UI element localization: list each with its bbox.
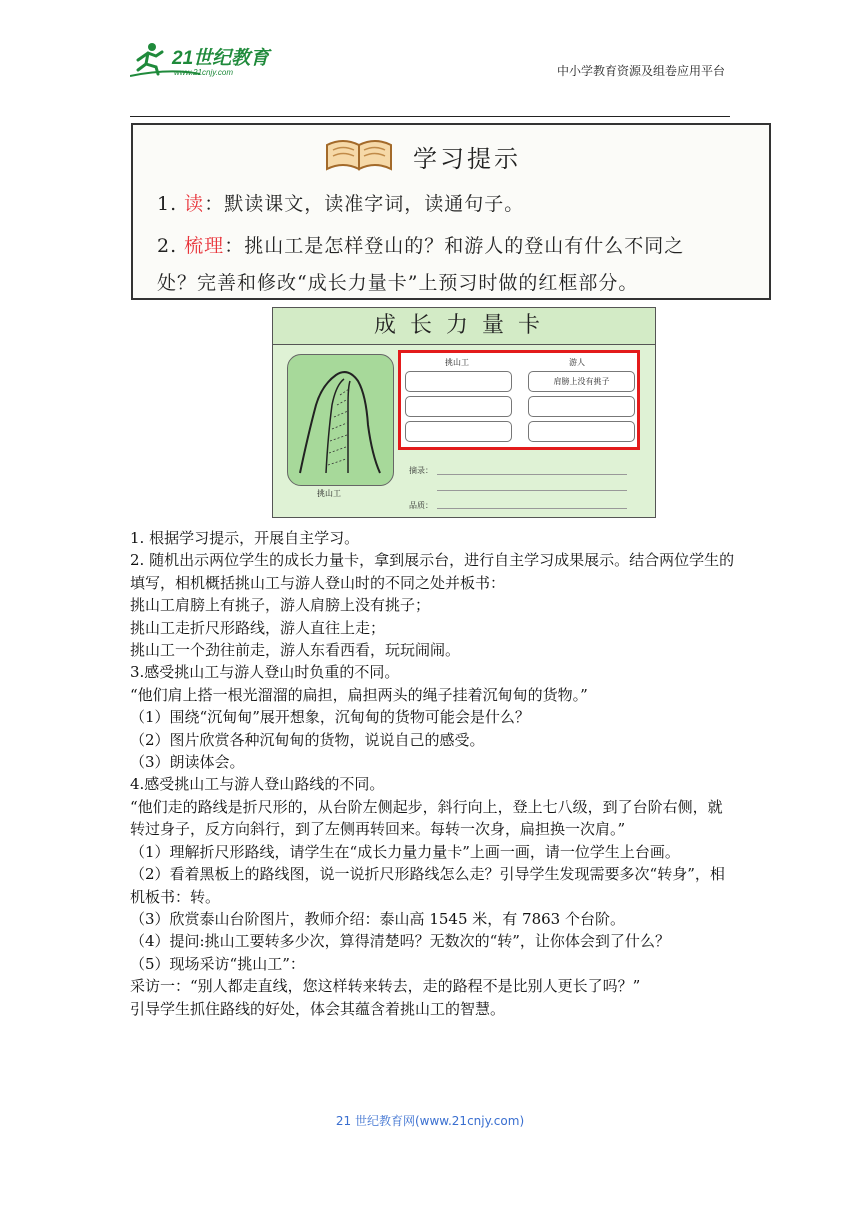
col-head-porter: 挑山工: [445, 358, 469, 367]
growth-power-card: [272, 307, 656, 518]
porter-slot-1[interactable]: [405, 371, 512, 392]
tips-keyword-read: 读: [184, 193, 205, 215]
paragraph: （3）欣赏泰山台阶图片，教师介绍：泰山高 1545 米，有 7863 个台阶。: [130, 909, 625, 928]
paragraph: 采访一：“别人都走直线，您这样转来转去，走的路程不是比别人更长了吗？”: [130, 977, 641, 996]
paragraph: 3.感受挑山工与游人登山时负重的不同。: [130, 663, 400, 682]
paragraph: （2）看着黑板上的路线图，说一说折尺形路线怎么走？引导学生发现需要多次“转身”，相机板书：转。: [130, 865, 725, 906]
tips-line-2: 2. 梳理：挑山工是怎样登山的？和游人的登山有什么不同之: [157, 235, 685, 257]
tips-keyword-sort: 梳理: [184, 235, 225, 257]
paragraph: 引导学生抓住路线的好处，体会其蕴含着挑山工的智慧。: [130, 999, 506, 1018]
paragraph: 挑山工肩膀上有挑子，游人肩膀上没有挑子；: [130, 596, 431, 615]
paragraph: 挑山工走折尺形路线，游人直往上走；: [130, 618, 386, 637]
paragraph: 挑山工一个劲往前走，游人东看西看，玩玩闹闹。: [130, 641, 461, 660]
tourist-slot-2[interactable]: [528, 396, 635, 417]
paragraph: 4.感受挑山工与游人登山路线的不同。: [130, 775, 385, 794]
mountain-icon: [288, 355, 393, 485]
paragraph: 1. 根据学习提示，开展自主学习。: [130, 529, 360, 547]
mountain-label: 挑山工: [317, 489, 341, 498]
paragraph: （2）图片欣赏各种沉甸甸的货物，说说自己的感受。: [130, 730, 485, 749]
paragraph: （1）围绕“沉甸甸”展开想象，沉甸甸的货物可能会是什么？: [130, 708, 530, 727]
paragraph: （4）提问:挑山工要转多少次，算得清楚吗？无数次的“转”，让你体会到了什么？: [130, 932, 670, 951]
paragraph: （5）现场采访“挑山工”：: [130, 954, 305, 973]
paragraph: 2. 随机出示两位学生的成长力量卡，拿到展示台，进行自主学习成果展示。结合两位学生的填写，相机概括挑山工与游人登山时的不同之处并板书：: [130, 551, 735, 592]
extract-label: 摘录：: [409, 466, 433, 475]
header-divider: [130, 116, 730, 117]
card-title: 成长力量卡: [273, 308, 655, 345]
red-frame-section: [398, 350, 640, 450]
quality-label: 品质：: [409, 501, 433, 510]
footer-link[interactable]: 21 世纪教育网(www.21cnjy.com): [335, 1114, 525, 1128]
study-tips-box: [131, 123, 771, 300]
logo-text: 21世纪教育: [172, 48, 270, 69]
mountain-illustration: [287, 354, 394, 486]
paragraph: （3）朗读体会。: [130, 753, 245, 772]
porter-slot-2[interactable]: [405, 396, 512, 417]
runner-logo-icon: [130, 40, 280, 78]
tips-line-1: 1. 读：默读课文，读准字词，读通句子。: [157, 193, 525, 215]
lesson-body: [130, 527, 735, 1020]
tips-line-3: 处？完善和修改“成长力量卡”上预习时做的红框部分。: [157, 272, 639, 294]
logo-url: www.21cnjy.com: [174, 68, 233, 77]
tourist-slot-3[interactable]: [528, 421, 635, 442]
paragraph: “他们肩上搭一根光溜溜的扁担，扁担两头的绳子挂着沉甸甸的货物。”: [130, 685, 588, 704]
tips-title: 学习提示: [413, 145, 521, 173]
porter-slot-3[interactable]: [405, 421, 512, 442]
open-book-icon: [323, 133, 395, 173]
extract-line-2: [437, 490, 627, 491]
tourist-slot-1[interactable]: 肩膀上没有挑子: [528, 371, 635, 392]
paragraph: （1）理解折尺形路线，请学生在“成长力量力量卡”上画一画，请一位学生上台画。: [130, 842, 680, 861]
quality-line: [437, 508, 627, 509]
paragraph: “他们走的路线是折尺形的，从台阶左侧起步，斜行向上，登上七八级，到了台阶右侧，就转过身子，反方向斜行，到了左侧再转回来。每转一次身，扁担换一次肩。”: [130, 797, 723, 839]
site-logo: [130, 40, 280, 78]
col-head-tourist: 游人: [569, 358, 585, 367]
header-platform-text: 中小学教育资源及组卷应用平台: [556, 64, 725, 78]
extract-line-1: [437, 474, 627, 475]
